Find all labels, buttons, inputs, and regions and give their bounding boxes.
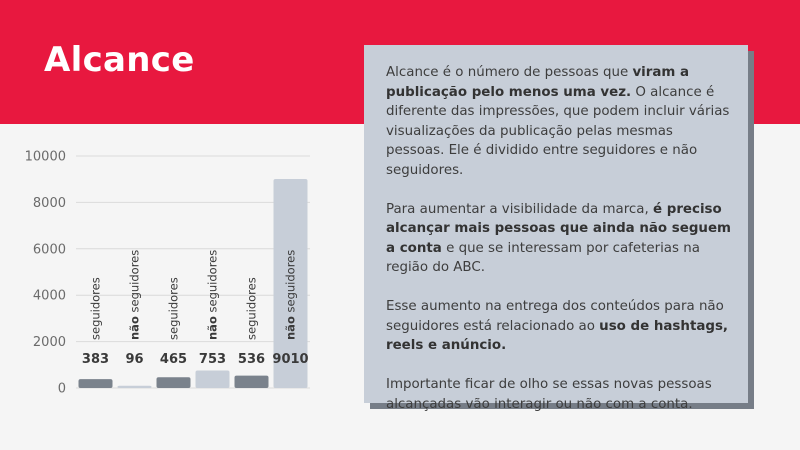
bar-value-label: 9010 bbox=[272, 352, 309, 367]
bar-followers bbox=[157, 377, 191, 388]
bar-value-label: 383 bbox=[81, 352, 110, 367]
card-text-bold: é preciso alcançar mais pessoas que ainda não seguem a conta bbox=[386, 201, 731, 256]
bar-category-label: seguidores bbox=[166, 277, 181, 340]
category-prefix: não bbox=[205, 316, 220, 340]
card-text: e que se interessam por cafeterias na região do ABC. bbox=[386, 240, 700, 275]
slide-title: Alcance bbox=[44, 40, 195, 80]
bar-value-label: 465 bbox=[159, 352, 188, 367]
card-paragraph-1 bbox=[386, 63, 734, 180]
chart-y-axis bbox=[25, 150, 66, 397]
bar-followers bbox=[235, 376, 269, 388]
y-tick-label: 0 bbox=[57, 381, 66, 397]
bar-value-label: 753 bbox=[198, 352, 227, 367]
y-tick-label: 4000 bbox=[32, 288, 66, 304]
category-prefix: não bbox=[127, 316, 142, 340]
bar-category-label bbox=[206, 250, 220, 340]
card-paragraph-3 bbox=[386, 297, 734, 356]
category-prefix: não bbox=[283, 316, 298, 340]
y-tick-label: 8000 bbox=[32, 195, 66, 211]
card-text: Esse aumento na entrega dos conteúdos para não seguidores está relacionado ao bbox=[386, 299, 724, 334]
category-suffix: seguidores bbox=[127, 249, 142, 317]
bar-category-label: seguidores bbox=[88, 277, 103, 340]
card-text: O alcance é diferente das impressões, que podem incluir várias visualizações da publicação pelas mesmas pessoas. Ele é dividido entre seguidores e não seguidores. bbox=[386, 84, 730, 178]
bar-value-label: 536 bbox=[237, 352, 266, 367]
card-text: Alcance é o número de pessoas que bbox=[386, 65, 633, 80]
bar-non-followers bbox=[196, 371, 230, 388]
category-suffix: seguidores bbox=[205, 249, 220, 317]
card-text-bold: viram a publicação pelo menos uma vez. bbox=[386, 65, 690, 100]
bar-category-label bbox=[284, 250, 298, 340]
y-tick-label: 6000 bbox=[32, 242, 66, 258]
bar-non-followers bbox=[118, 386, 152, 388]
card-text: Para aumentar a visibilidade da marca, bbox=[386, 201, 653, 217]
text-card bbox=[364, 45, 748, 412]
card-text: Importante ficar de olho se essas novas pessoas alcançadas vão interagir ou não com a conta. bbox=[386, 377, 712, 412]
bar-category-label: seguidores bbox=[244, 277, 259, 340]
category-suffix: seguidores bbox=[283, 249, 298, 317]
y-tick-label: 10000 bbox=[24, 149, 66, 165]
reach-bar-chart bbox=[0, 0, 360, 420]
bar-value-label: 96 bbox=[125, 352, 144, 367]
bar-category-label bbox=[128, 250, 142, 340]
card-paragraph-2 bbox=[386, 200, 734, 278]
bar-followers bbox=[79, 379, 113, 388]
y-tick-label: 2000 bbox=[32, 335, 66, 351]
card-text-bold: uso de hashtags, reels e anúncio. bbox=[386, 318, 729, 353]
card-paragraph-4 bbox=[386, 375, 734, 414]
